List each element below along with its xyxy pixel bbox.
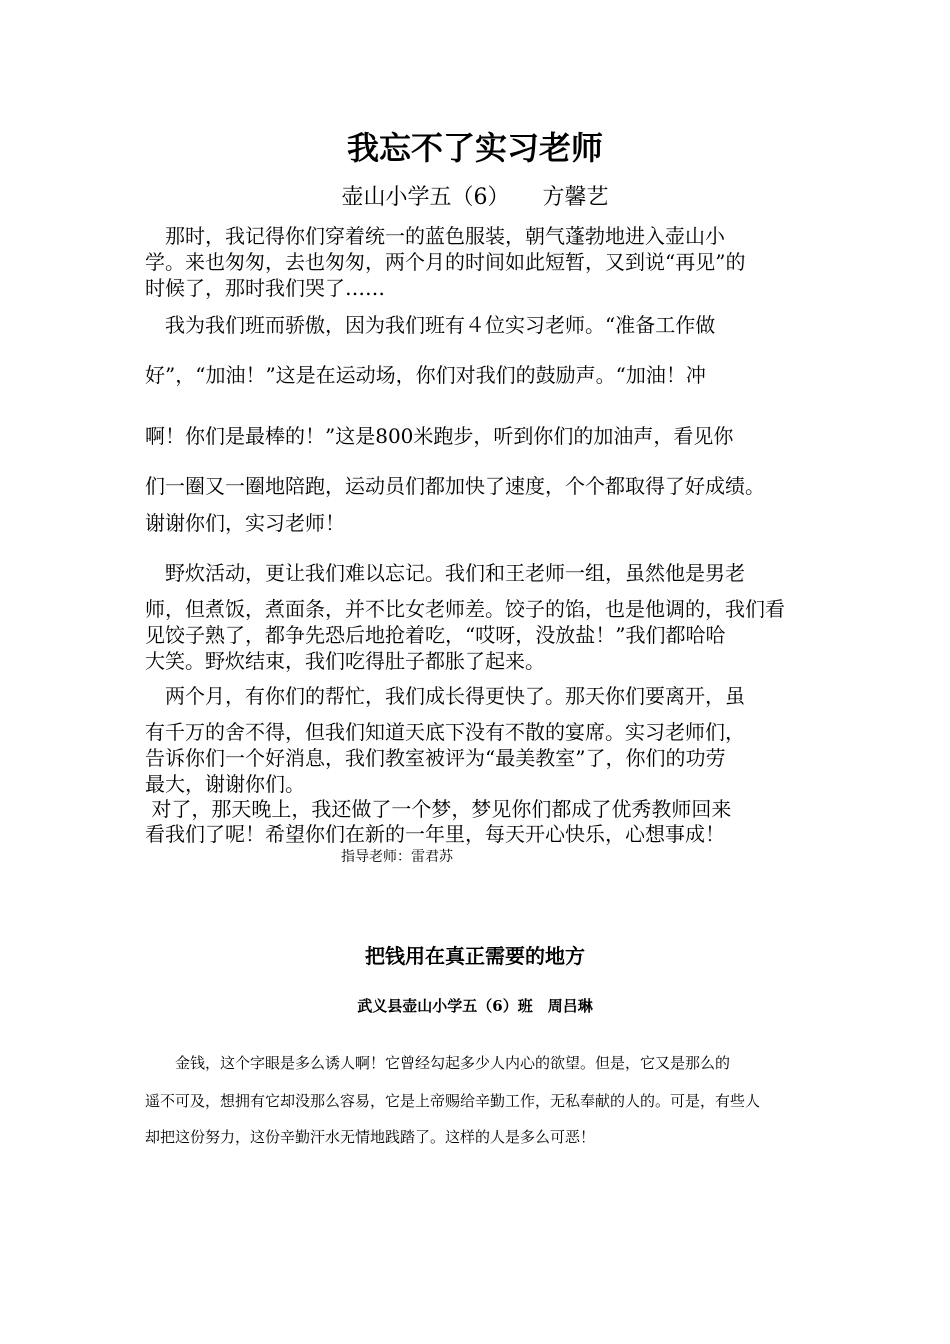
paragraph-line: 有千万的舍不得，但我们知道天底下没有不散的宴席。实习老师们， (145, 720, 745, 744)
paragraph-line: 学。来也匆匆，去也匆匆，两个月的时间如此短暂，又到说“再见”的 (145, 250, 746, 274)
paragraph-line: 们一圈又一圈地陪跑，运动员们都加快了速度，个个都取得了好成绩。 (145, 474, 765, 498)
paragraph-line: 两个月，有你们的帮忙，我们成长得更快了。那天你们要离开，虽 (145, 684, 745, 708)
paragraph-line: 我为我们班而骄傲，因为我们班有４位实习老师。“准备工作做 (145, 313, 716, 337)
paragraph-line: 师，但煮饭，煮面条，并不比女老师差。饺子的馅，也是他调的，我们看 (145, 597, 785, 621)
article-byline: 壶山小学五（6） 方馨艺 (341, 185, 609, 210)
paragraph-line: 金钱，这个字眼是多么诱人啊！它曾经勾起多少人内心的欲望。但是，它又是那么的 (145, 1054, 731, 1072)
paragraph-line: 野炊活动，更让我们难以忘记。我们和王老师一组，虽然他是男老 (145, 561, 745, 585)
paragraph-line: 见饺子熟了，都争先恐后地抢着吃，“哎呀，没放盐！”我们都哈哈 (145, 623, 726, 647)
paragraph-line: 看我们了呢！希望你们在新的一年里，每天开心快乐，心想事成！ (145, 822, 725, 846)
paragraph-line: 那时，我记得你们穿着统一的蓝色服装，朝气蓬勃地进入壶山小 (145, 224, 725, 248)
paragraph-line: 好”，“加油！”这是在运动场，你们对我们的鼓励声。“加油！冲 (145, 363, 706, 387)
paragraph-line: 告诉你们一个好消息，我们教室被评为“最美教室”了，你们的功劳 (145, 746, 726, 770)
paragraph-line: 啊！你们是最棒的！”这是800米跑步，听到你们的加油声，看见你 (145, 424, 734, 448)
paragraph-line: 大笑。野炊结束，我们吃得肚子都胀了起来。 (145, 649, 545, 673)
article-title: 我忘不了实习老师 (346, 129, 603, 167)
paragraph-line: 却把这份努力，这份辛勤汗水无情地践踏了。这样的人是多么可恶！ (145, 1128, 596, 1146)
paragraph-line: 时候了，那时我们哭了…… (145, 276, 385, 300)
paragraph-line: 对了，那天晚上，我还做了一个梦，梦见你们都成了优秀教师回来 (145, 797, 732, 821)
advisor-signature: 指导老师：雷君苏 (341, 849, 453, 865)
paragraph-line: 谢谢你们，实习老师！ (145, 511, 345, 535)
paragraph-line: 遥不可及，想拥有它却没那么容易，它是上帝赐给辛勤工作，无私奉献的人的。可是，有些人 (145, 1092, 761, 1110)
article-byline: 武义县壶山小学五（6）班 周吕琳 (357, 997, 593, 1015)
paragraph-line: 最大，谢谢你们。 (145, 772, 305, 796)
article-title: 把钱用在真正需要的地方 (365, 944, 585, 968)
